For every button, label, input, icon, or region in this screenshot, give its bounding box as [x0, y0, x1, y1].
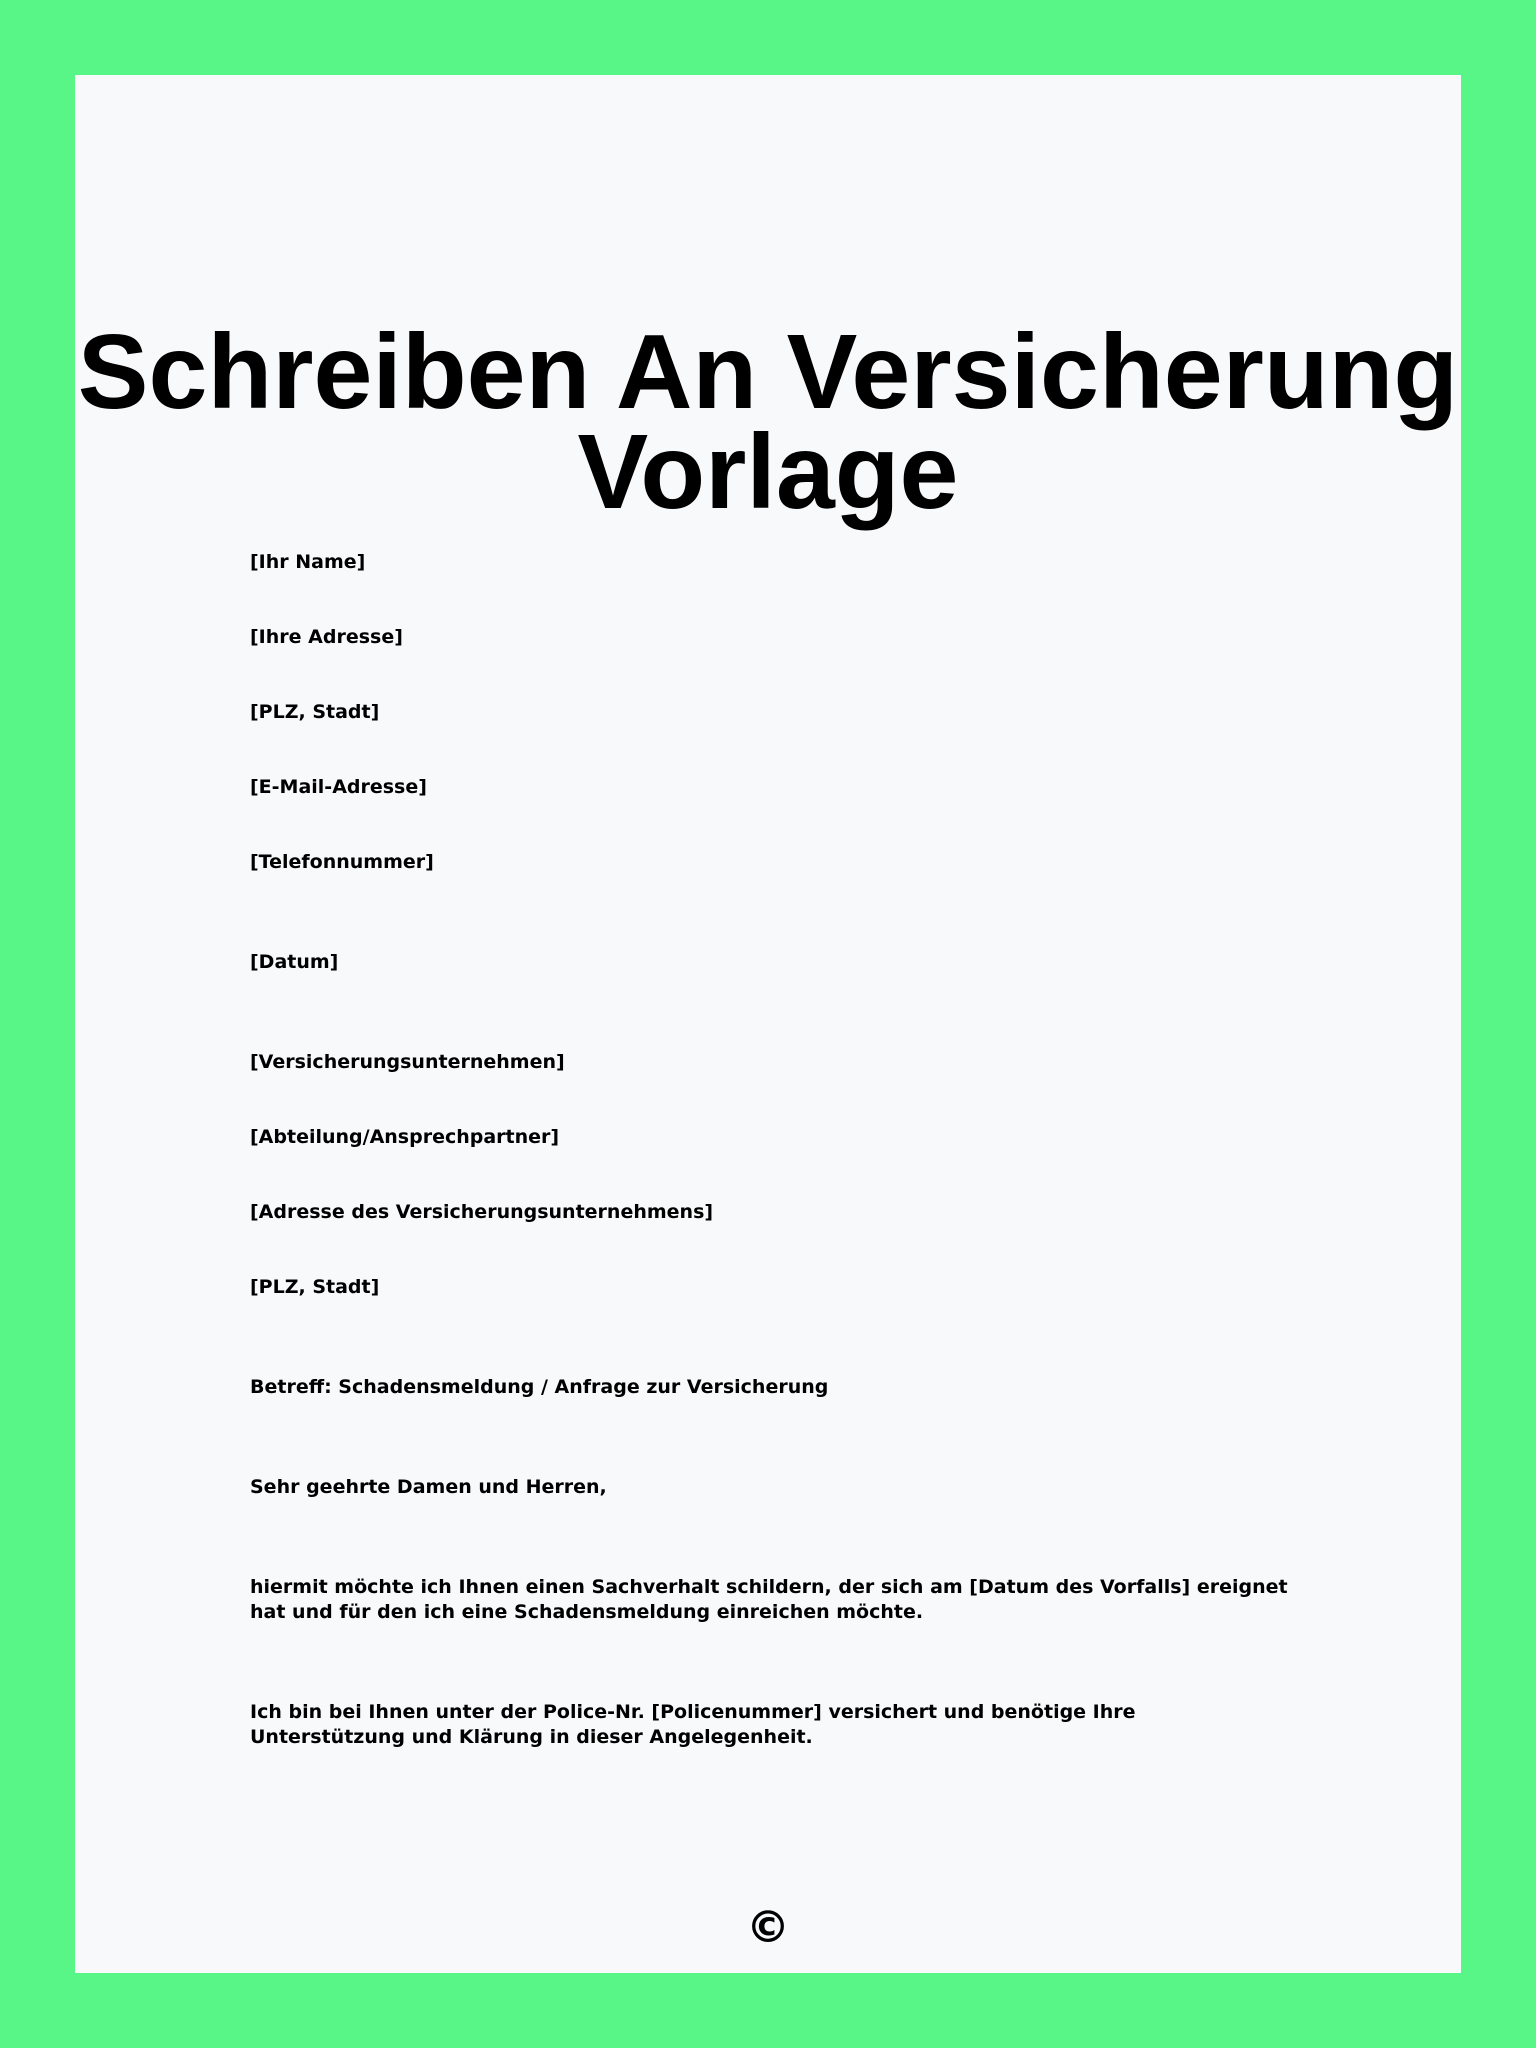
- body-paragraph-1: hiermit möchte ich Ihnen einen Sachverhalt schildern, der sich am [Datum des Vorfalls] ereignet hat und für den ich eine Schadensmeldung einreichen möchte.: [250, 1576, 1288, 1623]
- document-page: [75, 75, 1461, 1973]
- sender-email: [E-Mail-Adresse]: [250, 776, 427, 798]
- recipient-contact: [Abteilung/Ansprechpartner]: [250, 1126, 560, 1148]
- copyright-icon: ©: [746, 1902, 790, 1953]
- sender-name: [Ihr Name]: [250, 551, 366, 573]
- recipient-company: [Versicherungsunternehmen]: [250, 1051, 565, 1073]
- body-paragraph-2: Ich bin bei Ihnen unter der Police-Nr. [Policenummer] versichert und benötige Ihre Unterstützung und Klärung in dieser Angelegenheit.: [250, 1701, 1136, 1748]
- sender-city: [PLZ, Stadt]: [250, 701, 380, 723]
- sender-address: [Ihre Adresse]: [250, 626, 403, 648]
- recipient-address: [Adresse des Versicherungsunternehmens]: [250, 1201, 714, 1223]
- document-title-line-2: Vorlage: [577, 413, 959, 531]
- salutation: Sehr geehrte Damen und Herren,: [250, 1476, 607, 1498]
- document-title: [75, 313, 1461, 531]
- recipient-city: [PLZ, Stadt]: [250, 1276, 380, 1298]
- subject-line: Betreff: Schadensmeldung / Anfrage zur Versicherung: [250, 1376, 829, 1398]
- sender-phone: [Telefonnummer]: [250, 851, 434, 873]
- letter-date: [Datum]: [250, 951, 339, 973]
- document-title-line-1: Schreiben An Versicherung: [77, 313, 1459, 431]
